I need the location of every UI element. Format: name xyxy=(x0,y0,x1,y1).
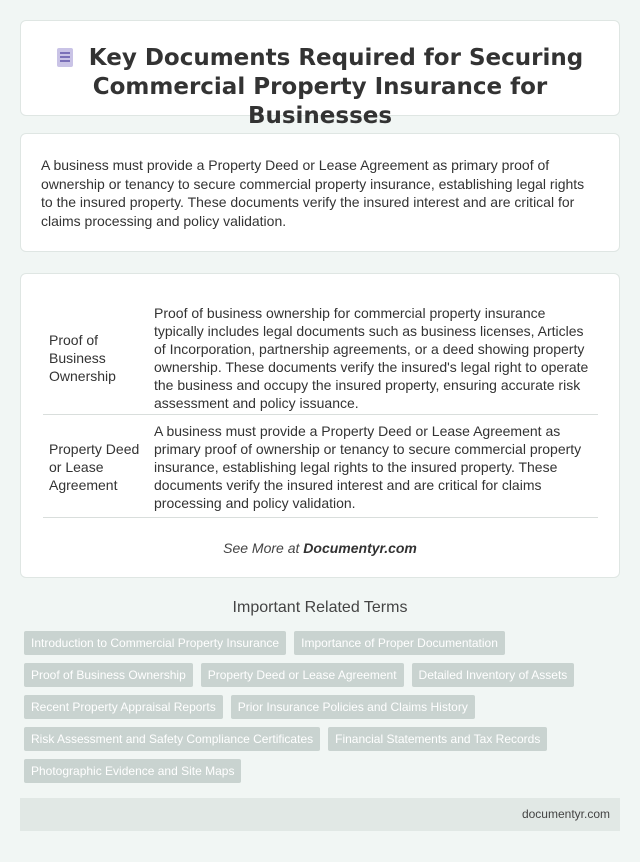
intro-paragraph: A business must provide a Property Deed or Lease Agreement as primary proof of ownership or tenancy to secure commercial property insurance, establishing legal rights to the insured property. These documents verify the insured interest and are critical for claims processing and policy validation. xyxy=(41,157,585,229)
related-term-tag[interactable]: Photographic Evidence and Site Maps xyxy=(24,759,241,783)
footer-site-link[interactable]: documentyr.com xyxy=(521,807,610,821)
page-title-text: Key Documents Required for Securing Commercial Property Insurance for Businesses xyxy=(88,45,584,129)
related-terms-list xyxy=(24,631,604,783)
related-term-tag[interactable]: Property Deed or Lease Agreement xyxy=(201,663,404,687)
related-term-tag[interactable]: Recent Property Appraisal Reports xyxy=(24,695,223,719)
related-term-tag[interactable]: Financial Statements and Tax Records xyxy=(328,727,547,751)
table-row xyxy=(43,416,598,518)
table-row xyxy=(43,301,598,415)
document-icon xyxy=(57,48,73,67)
table-description: A business must provide a Property Deed or Lease Agreement as primary proof of ownership or tenancy to secure commercial property insurance, establishing legal rights to the insured property. These documents verify the insured interest and are critical for claims processing and policy validation. xyxy=(154,422,582,511)
related-term-tag[interactable]: Detailed Inventory of Assets xyxy=(412,663,575,687)
related-term-tag[interactable]: Risk Assessment and Safety Compliance Certificates xyxy=(24,727,320,751)
see-more-prefix: See More at xyxy=(223,540,304,556)
title-card xyxy=(20,20,620,129)
table-term: Proof of Business Ownership xyxy=(49,331,116,384)
see-more-site: Documentyr.com xyxy=(303,540,417,556)
footer xyxy=(20,798,620,831)
documents-table-card xyxy=(20,273,620,578)
related-term-tag[interactable]: Importance of Proper Documentation xyxy=(294,631,505,655)
table-description: Proof of business ownership for commercial property insurance typically includes legal documents such as business licenses, Articles of Incorporation, partnership agreements, or a deed showing property ownership. These documents verify the insured's legal right to operate the business and occupy the insured property, ensuring accurate risk assessment and policy issuance. xyxy=(154,304,589,411)
related-term-tag[interactable]: Introduction to Commercial Property Insurance xyxy=(24,631,286,655)
page-title xyxy=(41,44,599,131)
related-term-tag[interactable]: Prior Insurance Policies and Claims History xyxy=(231,695,475,719)
related-term-tag[interactable]: Proof of Business Ownership xyxy=(24,663,193,687)
intro-card xyxy=(20,133,620,252)
see-more-link[interactable] xyxy=(21,540,619,556)
table-term: Property Deed or Lease Agreement xyxy=(49,440,140,493)
related-terms-heading: Important Related Terms xyxy=(232,599,408,616)
